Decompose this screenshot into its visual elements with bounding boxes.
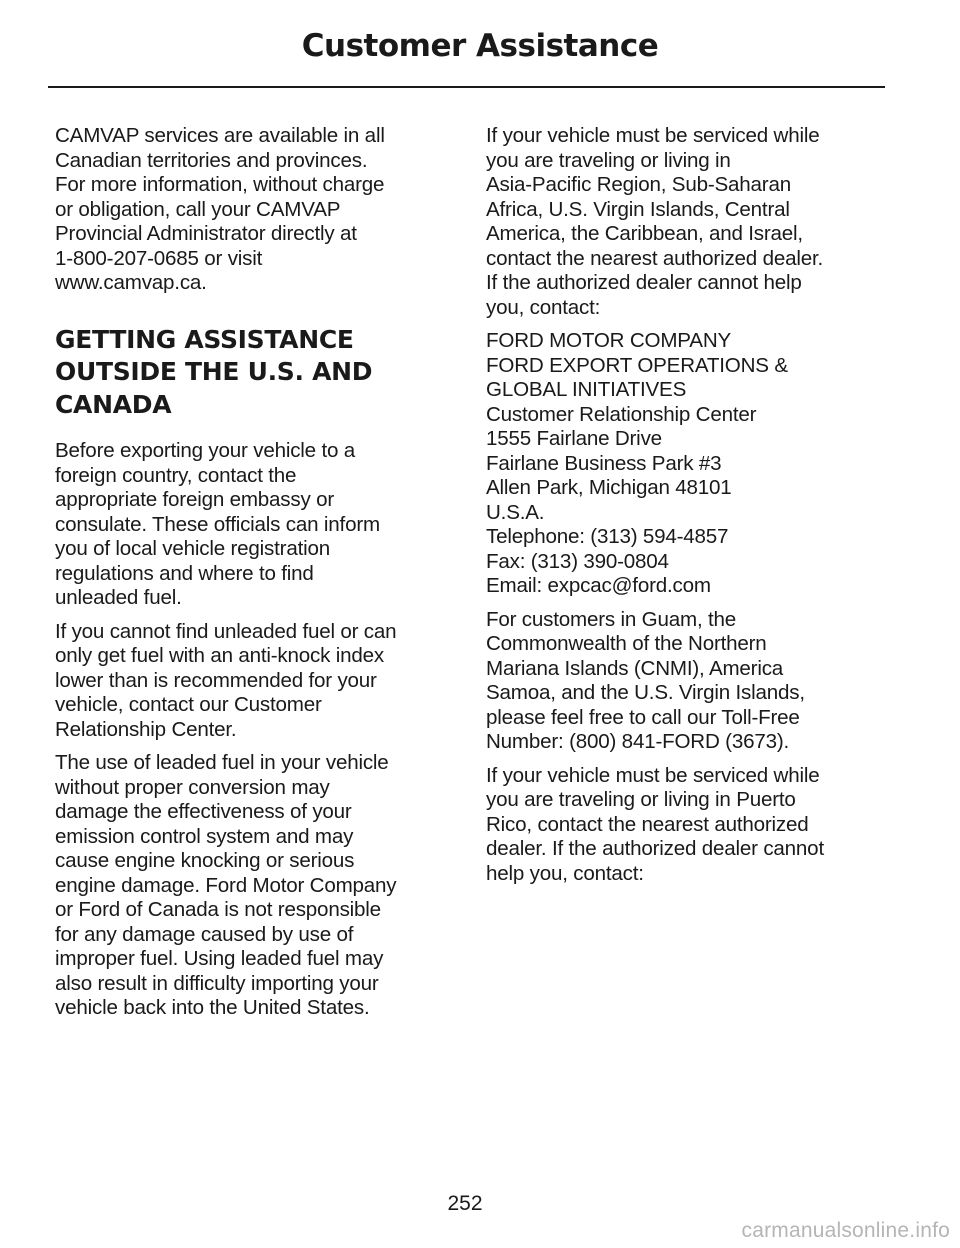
guam-paragraph: For customers in Guam, the Commonwealth of the Northern Mariana Islands (CNMI), America Samoa, and the U.S. Virgin Islands, please feel free to call our Toll-Free Number: (800) 841-FORD (3673). [486,607,805,753]
section-heading-outside-us-canada: GETTING ASSISTANCE OUTSIDE THE U.S. AND CANADA [55,324,373,419]
service-abroad-paragraph: If your vehicle must be serviced while you are traveling or living in Asia-Pacific Region, Sub-Saharan Africa, U.S. Virgin Islands, Central America, the Caribbean, and Israel, contact the nearest authorized dealer. If the authorized dealer cannot help you, contact: [486,124,824,319]
puerto-rico-paragraph: If your vehicle must be serviced while you are traveling or living in Puerto Rico, contact the nearest authorized dealer. If the authorized dealer cannot help you, contact: [486,763,824,885]
unleaded-fuel-paragraph: If you cannot find unleaded fuel or can only get fuel with an anti-knock index lower than is recommended for your vehicle, contact our Customer Relationship Center. [55,619,397,741]
right-column [486,124,884,895]
page-number: 252 [447,1192,483,1215]
page-title: Customer Assistance [301,28,659,64]
leaded-fuel-paragraph: The use of leaded fuel in your vehicle without proper conversion may damage the effectiveness of your emission control system and may cause engine knocking or serious engine damage. Ford Motor Company or Ford of Canada is not responsible for any damage caused by use of improper fuel. Using leaded fuel may also result in difficulty importing your vehicle back into the United States. [55,751,397,1019]
header-divider [48,86,885,88]
ford-export-address-block: FORD MOTOR COMPANY FORD EXPORT OPERATIONS & GLOBAL INITIATIVES Customer Relationship Center 1555 Fairlane Drive Fairlane Business Park #3 Allen Park, Michigan 48101 U.S.A. Telephone: (313) 594-4857 Fax: (313) 390-0804 Email: expcac@ford.com [486,329,788,597]
camvap-paragraph: CAMVAP services are available in all Canadian territories and provinces. For more information, without charge or obligation, call your CAMVAP Provincial Administrator directly at 1-800-207-0685 or visit www.camvap.ca. [55,124,385,294]
watermark: carmanualsonline.info [741,1219,950,1242]
left-column [55,124,453,1030]
exporting-paragraph: Before exporting your vehicle to a foreign country, contact the appropriate foreign embassy or consulate. These officials can inform you of local vehicle registration regulations and where to find unleaded fuel. [55,439,380,609]
